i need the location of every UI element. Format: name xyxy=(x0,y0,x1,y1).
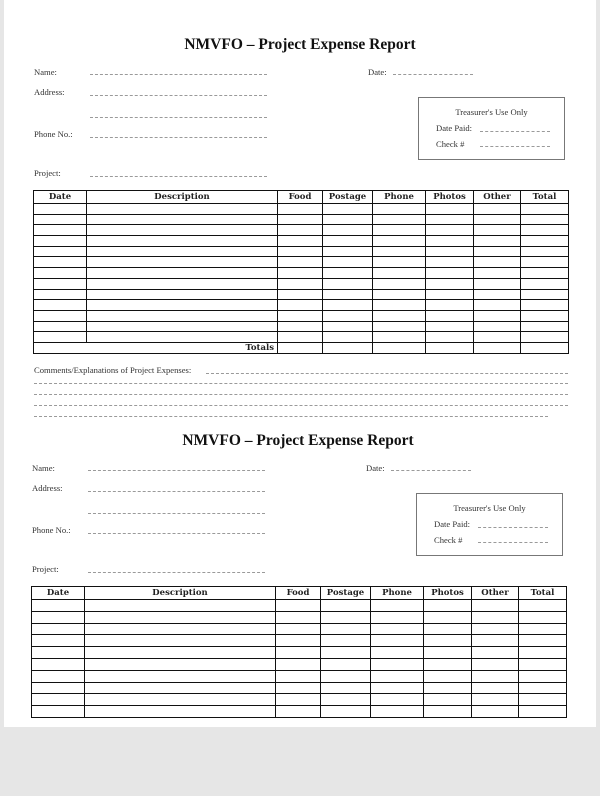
total-total[interactable] xyxy=(521,342,569,353)
cell-description[interactable] xyxy=(87,310,278,321)
project-field[interactable] xyxy=(90,176,267,177)
cell-photos[interactable] xyxy=(426,289,474,300)
cell-description[interactable] xyxy=(85,706,276,718)
cell-total[interactable] xyxy=(519,706,567,718)
cell-phone[interactable] xyxy=(373,257,426,268)
check-number-field[interactable] xyxy=(480,146,550,147)
cell-photos[interactable] xyxy=(426,332,474,343)
cell-food[interactable] xyxy=(278,268,323,279)
cell-photos[interactable] xyxy=(424,611,472,623)
cell-photos[interactable] xyxy=(426,310,474,321)
cell-food[interactable] xyxy=(278,214,323,225)
cell-photos[interactable] xyxy=(424,600,472,612)
cell-total[interactable] xyxy=(519,694,567,706)
cell-description[interactable] xyxy=(85,682,276,694)
cell-total[interactable] xyxy=(521,310,569,321)
comments-line-3[interactable] xyxy=(34,394,568,395)
cell-total[interactable] xyxy=(519,647,567,659)
cell-other[interactable] xyxy=(474,278,521,289)
cell-food[interactable] xyxy=(276,635,321,647)
form-title: NMVFO – Project Expense Report xyxy=(182,432,414,449)
cell-postage[interactable] xyxy=(323,278,373,289)
treasurer-box xyxy=(416,493,563,556)
total-photos[interactable] xyxy=(426,342,474,353)
totals-row xyxy=(34,342,569,353)
column-header-postage: Postage xyxy=(321,587,371,600)
cell-date[interactable] xyxy=(32,611,85,623)
cell-description[interactable] xyxy=(85,647,276,659)
cell-food[interactable] xyxy=(278,236,323,247)
column-header-photos: Photos xyxy=(426,191,474,204)
name-label: Name: xyxy=(34,67,57,77)
cell-total[interactable] xyxy=(519,670,567,682)
project-field[interactable] xyxy=(88,572,265,573)
column-header-total: Total xyxy=(519,587,567,600)
cell-description[interactable] xyxy=(87,257,278,268)
cell-food[interactable] xyxy=(276,682,321,694)
name-field[interactable] xyxy=(88,470,265,471)
cell-total[interactable] xyxy=(521,257,569,268)
cell-food[interactable] xyxy=(276,600,321,612)
cell-other[interactable] xyxy=(474,204,521,215)
cell-total[interactable] xyxy=(521,278,569,289)
cell-date[interactable] xyxy=(32,706,85,718)
cell-photos[interactable] xyxy=(426,236,474,247)
table-row xyxy=(32,694,567,706)
table-row xyxy=(34,214,569,225)
cell-description[interactable] xyxy=(85,694,276,706)
cell-other[interactable] xyxy=(474,310,521,321)
cell-food[interactable] xyxy=(278,278,323,289)
column-header-date: Date xyxy=(32,587,85,600)
expense-table xyxy=(31,586,567,718)
cell-phone[interactable] xyxy=(373,225,426,236)
column-header-other: Other xyxy=(472,587,519,600)
cell-phone[interactable] xyxy=(371,623,424,635)
cell-phone[interactable] xyxy=(371,611,424,623)
column-header-food: Food xyxy=(276,587,321,600)
cell-other[interactable] xyxy=(472,682,519,694)
table-row xyxy=(32,600,567,612)
table-row xyxy=(34,289,569,300)
cell-photos[interactable] xyxy=(426,214,474,225)
cell-total[interactable] xyxy=(521,246,569,257)
table-header-row xyxy=(32,587,567,600)
cell-food[interactable] xyxy=(278,321,323,332)
cell-postage[interactable] xyxy=(323,214,373,225)
project-label: Project: xyxy=(32,564,59,574)
cell-date[interactable] xyxy=(34,225,87,236)
table-row xyxy=(32,647,567,659)
table-row xyxy=(32,623,567,635)
table-row xyxy=(34,246,569,257)
cell-other[interactable] xyxy=(472,694,519,706)
cell-phone[interactable] xyxy=(373,321,426,332)
cell-date[interactable] xyxy=(34,268,87,279)
cell-total[interactable] xyxy=(521,332,569,343)
cell-description[interactable] xyxy=(85,658,276,670)
cell-description[interactable] xyxy=(87,289,278,300)
cell-description[interactable] xyxy=(87,278,278,289)
column-header-other: Other xyxy=(474,191,521,204)
cell-other[interactable] xyxy=(474,225,521,236)
cell-other[interactable] xyxy=(472,611,519,623)
date-field[interactable] xyxy=(393,74,473,75)
treasurer-box xyxy=(418,97,565,160)
cell-description[interactable] xyxy=(87,204,278,215)
table-row xyxy=(32,658,567,670)
cell-phone[interactable] xyxy=(371,706,424,718)
cell-postage[interactable] xyxy=(323,289,373,300)
address-label: Address: xyxy=(34,87,65,97)
cell-photos[interactable] xyxy=(426,225,474,236)
cell-photos[interactable] xyxy=(424,670,472,682)
treasurer-heading: Treasurer's Use Only xyxy=(455,107,528,117)
project-label: Project: xyxy=(34,168,61,178)
cell-description[interactable] xyxy=(87,321,278,332)
table-row xyxy=(34,310,569,321)
cell-date[interactable] xyxy=(32,623,85,635)
cell-total[interactable] xyxy=(521,204,569,215)
cell-phone[interactable] xyxy=(373,246,426,257)
date-paid-field[interactable] xyxy=(480,131,550,132)
cell-postage[interactable] xyxy=(323,321,373,332)
table-header-row xyxy=(34,191,569,204)
cell-photos[interactable] xyxy=(424,623,472,635)
table-row xyxy=(34,321,569,332)
cell-description[interactable] xyxy=(87,332,278,343)
cell-phone[interactable] xyxy=(371,600,424,612)
cell-total[interactable] xyxy=(521,289,569,300)
table-row xyxy=(34,278,569,289)
treasurer-heading: Treasurer's Use Only xyxy=(453,503,526,513)
cell-other[interactable] xyxy=(474,214,521,225)
cell-postage[interactable] xyxy=(321,611,371,623)
total-phone[interactable] xyxy=(373,342,426,353)
cell-photos[interactable] xyxy=(424,682,472,694)
cell-date[interactable] xyxy=(34,321,87,332)
cell-postage[interactable] xyxy=(321,658,371,670)
cell-postage[interactable] xyxy=(323,246,373,257)
address-field-line-2[interactable] xyxy=(88,513,265,514)
cell-other[interactable] xyxy=(474,268,521,279)
date-paid-label: Date Paid: xyxy=(434,519,471,529)
column-header-total: Total xyxy=(521,191,569,204)
table-row xyxy=(34,225,569,236)
table-row xyxy=(34,332,569,343)
date-label: Date: xyxy=(366,463,385,473)
cell-date[interactable] xyxy=(34,257,87,268)
cell-food[interactable] xyxy=(278,332,323,343)
phone-label: Phone No.: xyxy=(32,525,71,535)
cell-other[interactable] xyxy=(472,635,519,647)
address-field-line-1[interactable] xyxy=(88,491,265,492)
cell-food[interactable] xyxy=(276,647,321,659)
comments-label: Comments/Explanations of Project Expenses: xyxy=(34,365,192,375)
cell-phone[interactable] xyxy=(371,682,424,694)
cell-photos[interactable] xyxy=(426,278,474,289)
check-number-label: Check # xyxy=(436,139,465,149)
cell-description[interactable] xyxy=(87,268,278,279)
cell-phone[interactable] xyxy=(371,694,424,706)
cell-total[interactable] xyxy=(519,600,567,612)
cell-phone[interactable] xyxy=(373,204,426,215)
cell-postage[interactable] xyxy=(321,635,371,647)
table-row xyxy=(32,706,567,718)
cell-date[interactable] xyxy=(34,332,87,343)
cell-phone[interactable] xyxy=(373,278,426,289)
document-page xyxy=(4,0,596,727)
cell-food[interactable] xyxy=(278,204,323,215)
cell-description[interactable] xyxy=(85,670,276,682)
date-label: Date: xyxy=(368,67,387,77)
phone-label: Phone No.: xyxy=(34,129,73,139)
cell-other[interactable] xyxy=(474,246,521,257)
comments-line-1[interactable] xyxy=(206,373,568,374)
cell-date[interactable] xyxy=(34,214,87,225)
table-row xyxy=(32,682,567,694)
column-header-phone: Phone xyxy=(371,587,424,600)
check-number-label: Check # xyxy=(434,535,463,545)
cell-phone[interactable] xyxy=(371,635,424,647)
totals-label: Totals xyxy=(34,342,278,353)
cell-food[interactable] xyxy=(276,706,321,718)
cell-photos[interactable] xyxy=(424,694,472,706)
name-field[interactable] xyxy=(90,74,267,75)
cell-other[interactable] xyxy=(474,257,521,268)
cell-date[interactable] xyxy=(32,647,85,659)
cell-photos[interactable] xyxy=(424,658,472,670)
total-food[interactable] xyxy=(278,342,323,353)
cell-other[interactable] xyxy=(472,623,519,635)
expense-report-form xyxy=(0,396,598,796)
cell-photos[interactable] xyxy=(426,268,474,279)
cell-other[interactable] xyxy=(472,658,519,670)
cell-photos[interactable] xyxy=(424,647,472,659)
cell-description[interactable] xyxy=(85,611,276,623)
cell-postage[interactable] xyxy=(323,204,373,215)
total-postage[interactable] xyxy=(323,342,373,353)
cell-other[interactable] xyxy=(472,670,519,682)
cell-date[interactable] xyxy=(32,682,85,694)
cell-other[interactable] xyxy=(472,600,519,612)
cell-total[interactable] xyxy=(521,236,569,247)
cell-phone[interactable] xyxy=(373,214,426,225)
cell-phone[interactable] xyxy=(373,268,426,279)
cell-photos[interactable] xyxy=(426,204,474,215)
cell-photos[interactable] xyxy=(424,635,472,647)
phone-field[interactable] xyxy=(88,533,265,534)
cell-total[interactable] xyxy=(519,658,567,670)
cell-postage[interactable] xyxy=(323,268,373,279)
cell-date[interactable] xyxy=(32,658,85,670)
cell-date[interactable] xyxy=(34,236,87,247)
cell-date[interactable] xyxy=(32,635,85,647)
cell-phone[interactable] xyxy=(371,647,424,659)
cell-date[interactable] xyxy=(34,300,87,311)
cell-total[interactable] xyxy=(521,300,569,311)
date-field[interactable] xyxy=(391,470,471,471)
cell-total[interactable] xyxy=(519,611,567,623)
name-label: Name: xyxy=(32,463,55,473)
cell-total[interactable] xyxy=(519,682,567,694)
cell-total[interactable] xyxy=(521,214,569,225)
cell-postage[interactable] xyxy=(321,682,371,694)
address-field-line-1[interactable] xyxy=(90,95,267,96)
cell-postage[interactable] xyxy=(323,236,373,247)
comments-line-2[interactable] xyxy=(34,383,568,384)
cell-total[interactable] xyxy=(521,225,569,236)
cell-phone[interactable] xyxy=(373,332,426,343)
cell-postage[interactable] xyxy=(321,600,371,612)
cell-date[interactable] xyxy=(34,310,87,321)
cell-total[interactable] xyxy=(519,635,567,647)
cell-postage[interactable] xyxy=(323,332,373,343)
cell-other[interactable] xyxy=(474,300,521,311)
cell-other[interactable] xyxy=(474,236,521,247)
cell-total[interactable] xyxy=(521,268,569,279)
table-row xyxy=(34,236,569,247)
cell-other[interactable] xyxy=(474,321,521,332)
cell-phone[interactable] xyxy=(373,236,426,247)
cell-description[interactable] xyxy=(87,300,278,311)
cell-phone[interactable] xyxy=(373,289,426,300)
cell-postage[interactable] xyxy=(321,694,371,706)
table-row xyxy=(32,611,567,623)
cell-food[interactable] xyxy=(276,623,321,635)
cell-other[interactable] xyxy=(472,706,519,718)
cell-date[interactable] xyxy=(34,278,87,289)
cell-food[interactable] xyxy=(278,257,323,268)
cell-food[interactable] xyxy=(278,225,323,236)
cell-other[interactable] xyxy=(474,332,521,343)
cell-photos[interactable] xyxy=(426,321,474,332)
cell-date[interactable] xyxy=(34,289,87,300)
phone-field[interactable] xyxy=(90,137,267,138)
column-header-phone: Phone xyxy=(373,191,426,204)
cell-date[interactable] xyxy=(32,600,85,612)
cell-food[interactable] xyxy=(276,670,321,682)
cell-date[interactable] xyxy=(32,670,85,682)
cell-food[interactable] xyxy=(276,658,321,670)
form-title: NMVFO – Project Expense Report xyxy=(184,36,416,53)
cell-description[interactable] xyxy=(87,246,278,257)
cell-description[interactable] xyxy=(87,236,278,247)
cell-food[interactable] xyxy=(278,310,323,321)
expense-table xyxy=(33,190,569,354)
cell-description[interactable] xyxy=(87,225,278,236)
address-field-line-2[interactable] xyxy=(90,117,267,118)
cell-postage[interactable] xyxy=(321,647,371,659)
cell-food[interactable] xyxy=(278,300,323,311)
cell-food[interactable] xyxy=(276,694,321,706)
cell-photos[interactable] xyxy=(426,257,474,268)
table-row xyxy=(32,635,567,647)
table-row xyxy=(34,257,569,268)
column-header-food: Food xyxy=(278,191,323,204)
column-header-postage: Postage xyxy=(323,191,373,204)
cell-description[interactable] xyxy=(85,600,276,612)
cell-description[interactable] xyxy=(87,214,278,225)
cell-photos[interactable] xyxy=(426,300,474,311)
cell-food[interactable] xyxy=(278,246,323,257)
address-label: Address: xyxy=(32,483,63,493)
cell-postage[interactable] xyxy=(321,670,371,682)
column-header-description: Description xyxy=(85,587,276,600)
cell-postage[interactable] xyxy=(323,225,373,236)
table-row xyxy=(32,670,567,682)
cell-phone[interactable] xyxy=(371,670,424,682)
cell-postage[interactable] xyxy=(323,300,373,311)
cell-phone[interactable] xyxy=(371,658,424,670)
cell-date[interactable] xyxy=(34,204,87,215)
cell-postage[interactable] xyxy=(321,706,371,718)
table-row xyxy=(34,300,569,311)
cell-total[interactable] xyxy=(521,321,569,332)
cell-description[interactable] xyxy=(85,623,276,635)
cell-phone[interactable] xyxy=(373,310,426,321)
cell-phone[interactable] xyxy=(373,300,426,311)
table-row xyxy=(34,204,569,215)
column-header-description: Description xyxy=(87,191,278,204)
cell-date[interactable] xyxy=(32,694,85,706)
cell-postage[interactable] xyxy=(323,257,373,268)
cell-total[interactable] xyxy=(519,623,567,635)
check-number-field[interactable] xyxy=(478,542,548,543)
column-header-photos: Photos xyxy=(424,587,472,600)
total-other[interactable] xyxy=(474,342,521,353)
cell-description[interactable] xyxy=(85,635,276,647)
date-paid-label: Date Paid: xyxy=(436,123,473,133)
cell-other[interactable] xyxy=(472,647,519,659)
cell-food[interactable] xyxy=(278,289,323,300)
cell-date[interactable] xyxy=(34,246,87,257)
date-paid-field[interactable] xyxy=(478,527,548,528)
column-header-date: Date xyxy=(34,191,87,204)
table-row xyxy=(34,268,569,279)
cell-postage[interactable] xyxy=(323,310,373,321)
cell-other[interactable] xyxy=(474,289,521,300)
cell-food[interactable] xyxy=(276,611,321,623)
cell-photos[interactable] xyxy=(424,706,472,718)
cell-photos[interactable] xyxy=(426,246,474,257)
cell-postage[interactable] xyxy=(321,623,371,635)
